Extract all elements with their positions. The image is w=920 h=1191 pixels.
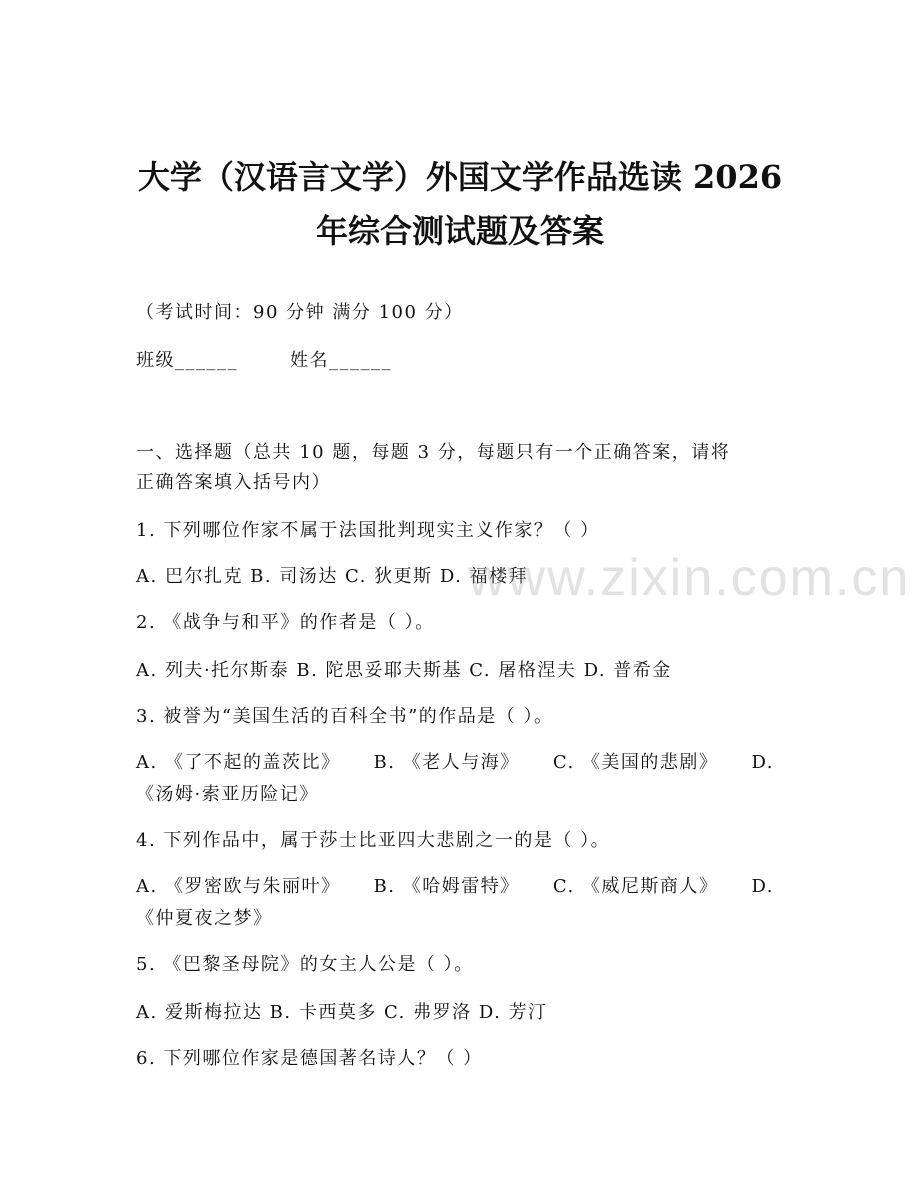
title-line-2: 年综合测试题及答案 <box>315 212 604 250</box>
question-3-stem: 3. 被誉为“美国生活的百科全书”的作品是（ ）。 <box>136 706 554 727</box>
class-field: 班级______ <box>136 350 238 371</box>
question-1-stem: 1. 下列哪位作家不属于法国批判现实主义作家？（ ） <box>136 520 600 541</box>
student-info-row <box>136 346 786 376</box>
document-title <box>90 150 830 258</box>
question-4-option-c: C. 《威尼斯商人》 <box>552 876 719 897</box>
question-4-stem: 4. 下列作品中，属于莎士比亚四大悲剧之一的是（ ）。 <box>136 830 611 851</box>
exam-info: （考试时间：90 分钟 满分 100 分） <box>136 302 464 323</box>
question-3-option-c: C. 《美国的悲剧》 <box>552 752 719 773</box>
watermark: www.zixin.com.cn <box>468 549 911 607</box>
question-2-options: A. 列夫·托尔斯泰 B. 陀思妥耶夫斯基 C. 屠格涅夫 D. 普希金 <box>136 660 672 681</box>
section-heading-line-2: 正确答案填入括号内） <box>136 472 331 493</box>
question-4-option-b: B. 《哈姆雷特》 <box>373 876 520 897</box>
question-5-options: A. 爱斯梅拉达 B. 卡西莫多 C. 弗罗洛 D. 芳汀 <box>136 1002 548 1023</box>
question-4-options <box>136 872 774 902</box>
question-5-stem: 5. 《巴黎圣母院》的女主人公是（ ）。 <box>136 954 474 975</box>
section-heading-line-1: 一、选择题（总共 10 题，每题 3 分，每题只有一个正确答案，请将 <box>136 442 731 463</box>
question-3-option-b: B. 《老人与海》 <box>373 752 520 773</box>
question-3-option-d: 《汤姆·索亚历险记》 <box>136 784 319 805</box>
question-3-option-d-label: D. <box>751 752 774 773</box>
question-4-option-d: 《仲夏夜之梦》 <box>136 908 273 929</box>
question-3-options <box>136 748 774 778</box>
name-field: 姓名______ <box>290 350 392 371</box>
question-4-option-a: A. 《罗密欧与朱丽叶》 <box>136 876 341 897</box>
question-4-option-d-label: D. <box>751 876 774 897</box>
question-1-options: A. 巴尔扎克 B. 司汤达 C. 狄更斯 D. 福楼拜 <box>136 566 529 587</box>
title-line-1: 大学（汉语言文学）外国文学作品选读 2026 <box>137 158 783 196</box>
question-6-stem: 6. 下列哪位作家是德国著名诗人？（ ） <box>136 1048 483 1069</box>
question-3-option-a: A. 《了不起的盖茨比》 <box>136 752 341 773</box>
question-2-stem: 2. 《战争与和平》的作者是（ ）。 <box>136 612 435 633</box>
